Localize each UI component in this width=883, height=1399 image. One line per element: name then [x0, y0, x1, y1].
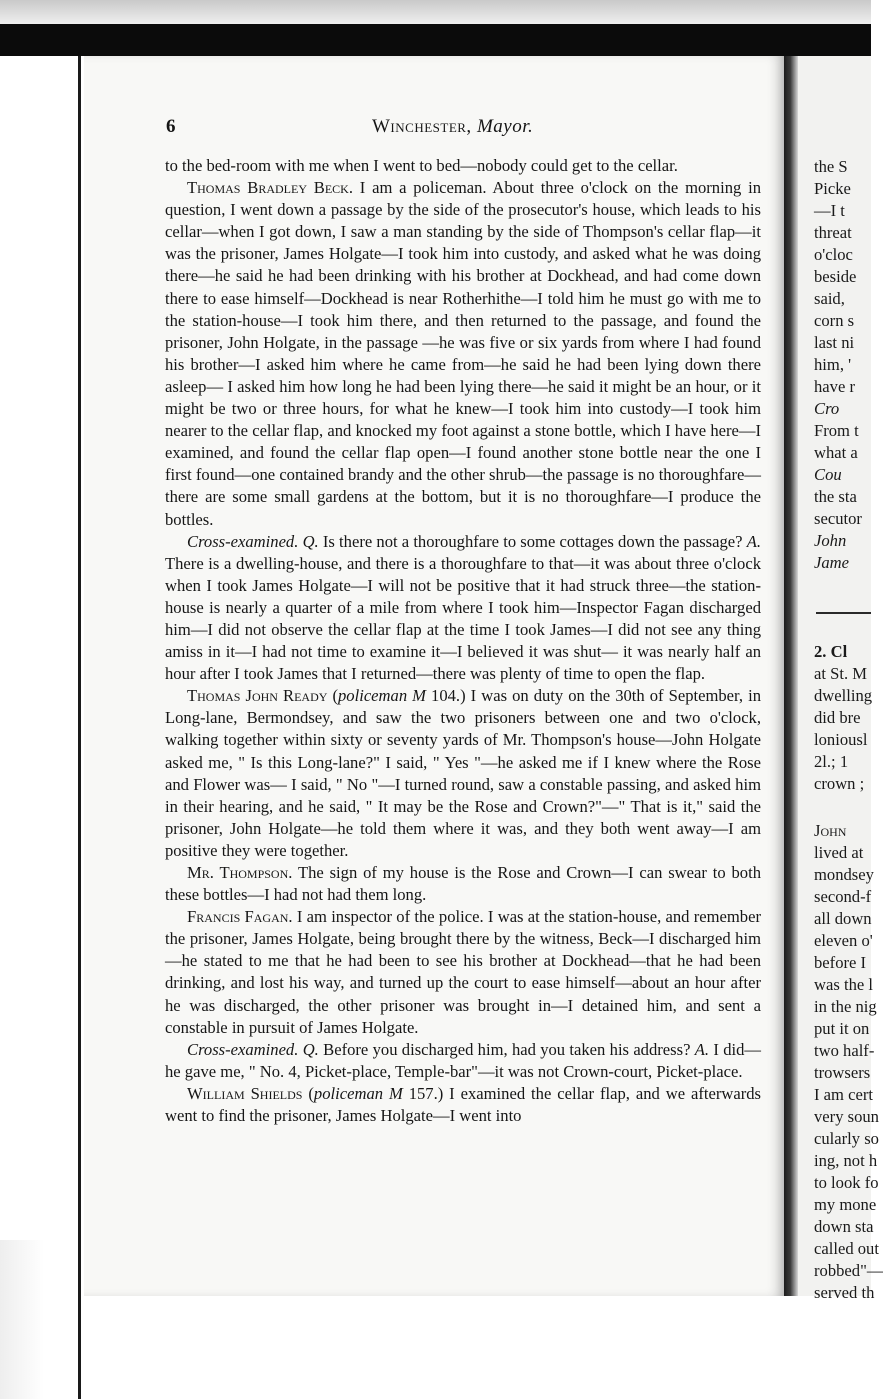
facing-page-line: threat — [814, 223, 852, 242]
running-head-role: Mayor. — [476, 116, 534, 137]
facing-page-line: did bre — [814, 708, 861, 727]
facing-page-line: beside — [814, 267, 857, 286]
facing-page-line: cularly so — [814, 1129, 879, 1148]
facing-page-line: him, ' — [814, 355, 852, 374]
cross-examined-label: Cross-examined. — [187, 1039, 299, 1059]
facing-page-line: served th — [814, 1283, 875, 1302]
facing-page-line: corn s — [814, 311, 855, 330]
facing-page-line: ing, not h — [814, 1151, 878, 1170]
facing-page-line: second-f — [814, 887, 872, 906]
answer-text: There is a dwelling-house, and there is a thoroughfare to that—it was about three o'clock when I took James Holgate—I will not be positive that it had struck three—the station-house is nearly a quarter of a mile from where I took him—Inspector Fagan discharged him—I did not observe the cellar flap at the time I took James—I did not see any thing amiss in it—I had not time to examine it—I believed it was shut— it was nearly half an hour after I took James that I returned—there was plenty of time to open the flap. — [165, 553, 761, 684]
facing-page-line: what a — [814, 443, 858, 462]
facing-page-line: to look fo — [814, 1173, 879, 1192]
witness-name: Thomas John Ready — [187, 686, 328, 706]
facing-page-line: Picke — [814, 179, 851, 198]
facing-page-line: secutor — [814, 509, 862, 528]
facing-page-line: From t — [814, 421, 859, 440]
paragraph-beck-cross — [165, 531, 761, 686]
running-head — [372, 116, 533, 138]
facing-page-line: mondsey — [814, 865, 874, 884]
witness-name: Francis Fagan. — [187, 907, 293, 927]
paragraph-text: I am a policeman. About three o'clock on the morning in question, I went down a passage by the side of the prosecutor's house, which leads to his cellar—when I got down, I saw a man standing by the side of Thompson's cellar flap—it was the prisoner, James Holgate—I took him into custody, and asked what he was doing there—he said he had been drinking with his brother at Dockhead, and had come down there to ease himself—Dockhead is near Rotherhithe—I told him he must go with me to the station-house—I took him there, and then returned to the passage, and found the prisoner, John Holgate, in the passage —he was five or six yards from where I had found his brother—I asked him where he came from—he said he had been lying down there asleep— I asked him how long he had been lying there—he said it might be an hour, or it might be two or three hours, for what he knew—I took him into custody—I took him nearer to the cellar flap, and knocked my foot against a stone bottle, which I have here—I examined, and found the cellar flap open—I found another stone bottle near the one I first found—one contained brandy and the other shrub—the passage is no thoroughfare—there are some small gardens at the bottom, but it is no thoroughfare—I produce the bottles. — [165, 178, 761, 529]
facing-page-line: the sta — [814, 487, 857, 506]
facing-page-line: o'cloc — [814, 245, 853, 264]
page-number: 6 — [166, 116, 176, 137]
facing-page-line: was the l — [814, 975, 873, 994]
facing-page-line: I am cert — [814, 1085, 873, 1104]
facing-page-line: put it on — [814, 1019, 870, 1038]
witness-description: policeman M — [338, 686, 426, 706]
running-head-name: Winchester, — [372, 116, 472, 137]
paragraph-continuation — [165, 155, 761, 177]
facing-page-line: trowsers — [814, 1063, 871, 1082]
witness-name: Thomas Bradley Beck. — [187, 178, 353, 198]
answer-marker: A. — [694, 1039, 710, 1059]
witness-name: William Shields — [187, 1083, 303, 1103]
facing-page-line: two half- — [814, 1041, 875, 1060]
scan-top-edge — [0, 0, 871, 24]
question-text: Is there not a thoroughfare to some cottages down the passage? — [318, 531, 747, 551]
facing-page-line: —I t — [814, 201, 845, 220]
paragraph-ready: Thomas John Ready (policeman M 104.) I was on duty on the 30th of September, in Long-lane, Bermondsey, and saw the two prisoners between one and two o'clock, walking together within sixty or seventy yards of Mr. Thompson's house—John Holgate asked me, " Is this Long-lane?" I said, " Yes "—he asked me if I knew where the Rose and Flower was— I said, " No "—I turned round, saw a constable passing, and asked him in their hearing, and he said, " It may be the Rose and Crown?"—" That is it," said the prisoner, John Holgate—he told them where it was, and they both went away—I am positive they were together. — [165, 686, 761, 860]
scan-left-edge — [0, 1240, 44, 1399]
facing-page-line: John — [814, 821, 847, 840]
paragraph-text: The sign of my house is the Rose and Crown—I can swear to both these bottles—I had not had them long. — [165, 863, 761, 905]
paragraph-text: I am inspector of the police. I was at the station-house, and remember the prisoner, James Holgate, being brought there by the witness, Beck—I discharged him—he stated to me that he had been to see his brother at Dockhead—that he had been drinking, and lost his way, and turned up the court to ease himself—about an hour after he was discharged, the other prisoner was brought in—I detained him, and sent a constable in pursuit of James Holgate. — [165, 907, 761, 1037]
cross-examined-label: Cross-examined. — [187, 531, 299, 551]
facing-page-line: lived at — [814, 843, 864, 862]
paragraph-beck — [165, 177, 761, 531]
answer-text: I did—he gave me, " No. 4, Picket-place, Temple-bar"—it was not Crown-court, Picket-place. — [165, 1039, 761, 1081]
facing-page-line: my mone — [814, 1195, 877, 1214]
paragraph-fagan-cross — [165, 1039, 761, 1083]
facing-page-line: robbed"— — [814, 1261, 883, 1280]
facing-page-rule — [816, 612, 871, 614]
facing-page-line: called out — [814, 1239, 879, 1258]
facing-page-line: down sta — [814, 1217, 874, 1236]
facing-page-line: very soun — [814, 1107, 879, 1126]
facing-page-line: said, — [814, 289, 845, 308]
facing-page-line: 2. Cl — [814, 642, 848, 661]
facing-page-line: all down — [814, 909, 872, 928]
paragraph-text: to the bed-room with me when I went to bed—nobody could get to the cellar. — [165, 156, 678, 175]
facing-page-line: dwelling — [814, 686, 873, 705]
scan-top-border — [0, 24, 871, 56]
paragraph-fagan — [165, 906, 761, 1039]
scan-left-rule — [78, 56, 81, 1399]
testimony-text — [165, 155, 761, 1127]
facing-page-line: at St. M — [814, 664, 868, 683]
facing-page-line: crown ; — [814, 774, 865, 793]
witness-name: Mr. Thompson. — [187, 863, 293, 882]
question-marker: Q. — [302, 1039, 319, 1059]
facing-page-line: 2l.; 1 — [814, 752, 849, 771]
paragraph-text: I examined the cellar flap, and we afterwards went to find the prisoner, James Holgate—I went into — [165, 1083, 761, 1126]
question-marker: Q. — [302, 531, 319, 551]
scan-left-margin — [0, 56, 80, 1399]
book-gutter — [784, 56, 798, 1296]
witness-number: 104.) — [426, 686, 466, 706]
paragraph-thompson — [165, 862, 761, 906]
question-text: Before you discharged him, had you taken his address? — [318, 1039, 695, 1059]
paragraph-shields: William Shields (policeman M 157.) I examined the cellar flap, and we afterwards went to find the prisoner, James Holgate—I went into — [165, 1083, 761, 1126]
facing-page-line: have r — [814, 377, 855, 396]
facing-page-line: the S — [814, 157, 848, 176]
facing-page-line: before I — [814, 953, 867, 972]
paragraph-text: I was on duty on the 30th of September, in Long-lane, Bermondsey, and saw the two prisoners between one and two o'clock, walking together within sixty or seventy yards of Mr. Thompson's house—John Holgate asked me, " Is this Long-lane?" I said, " Yes "—he asked me if I knew where the Rose and Flower was— I said, " No "—I turned round, saw a constable passing, and asked him in their hearing, and he said, " It may be the Rose and Crown?"—" That is it," said the prisoner, John Holgate—he told them where it was, and they both went away—I am positive they were together. — [165, 686, 761, 860]
facing-page-line: eleven o' — [814, 931, 873, 950]
facing-page-line: Cro — [814, 399, 840, 418]
facing-page-line: in the nig — [814, 997, 877, 1016]
facing-page-line: Cou — [814, 465, 842, 484]
witness-description: policeman M — [313, 1083, 403, 1103]
facing-page-line: loniousl — [814, 730, 868, 749]
facing-page-line: John — [814, 531, 847, 550]
witness-number: 157.) — [402, 1083, 444, 1103]
facing-page-line: last ni — [814, 333, 855, 352]
page-bottom-margin — [84, 1296, 786, 1399]
answer-marker: A. — [746, 531, 761, 551]
facing-page-line: Jame — [814, 553, 850, 572]
